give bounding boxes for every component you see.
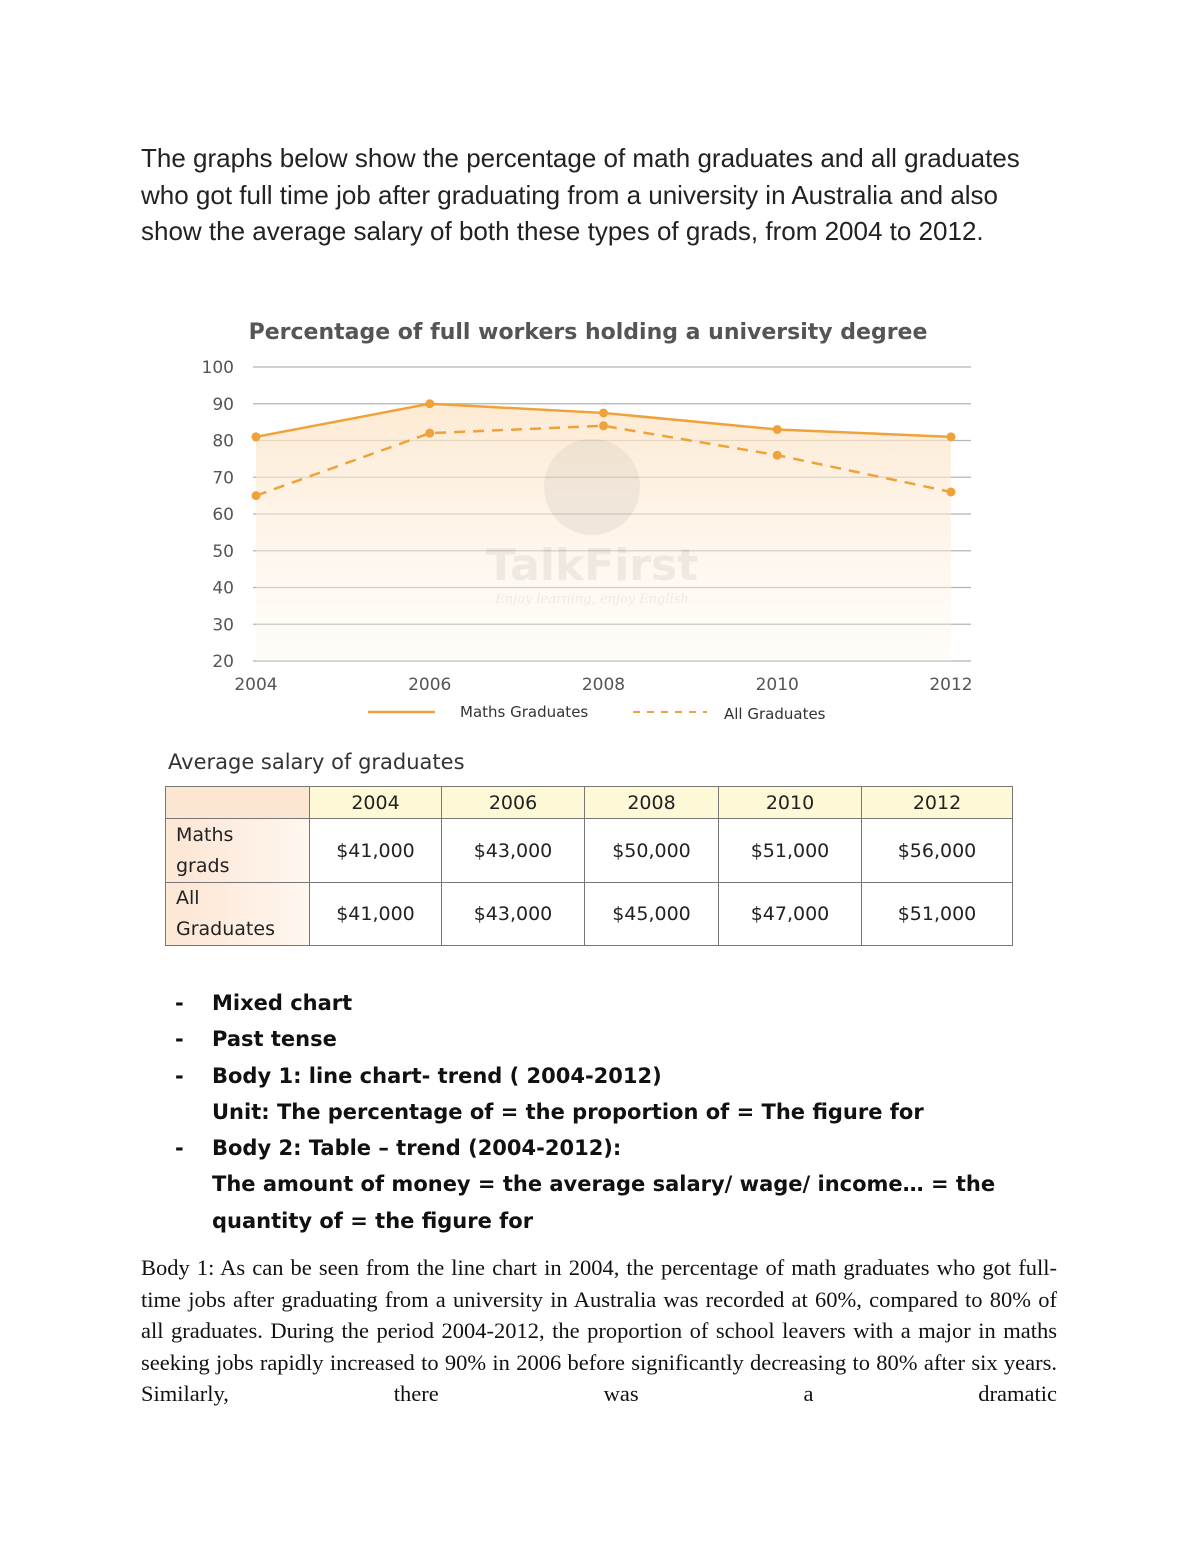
line-chart — [180, 305, 1000, 735]
watermark-brand: TalkFirst — [485, 540, 699, 591]
data-point — [425, 399, 434, 408]
list-item-text: Body 1: line chart- trend ( 2004-2012) — [212, 1063, 662, 1088]
y-tick-label: 50 — [212, 541, 234, 562]
data-point — [252, 491, 261, 500]
table-cell: $56,000 — [862, 819, 1013, 883]
column-header: 2008 — [585, 787, 719, 819]
bullet-dash: - — [175, 1063, 184, 1088]
column-header: 2004 — [310, 787, 442, 819]
table-cell: $45,000 — [585, 883, 719, 946]
watermark-logo-icon — [544, 439, 640, 535]
table-row — [166, 819, 1013, 883]
data-point — [947, 432, 956, 441]
table-row — [166, 883, 1013, 946]
column-header: 2006 — [442, 787, 585, 819]
y-tick-label: 60 — [212, 505, 234, 525]
column-header: 2012 — [862, 787, 1013, 819]
table-title: Average salary of graduates — [168, 750, 465, 774]
list-item-subtext: Unit: The percentage of = the proportion of = The figure for — [212, 1099, 924, 1124]
watermark-tagline: Enjoy learning, enjoy English — [495, 592, 689, 607]
salary-table — [165, 786, 1013, 946]
data-point — [773, 425, 782, 434]
table-cell: $43,000 — [442, 819, 585, 883]
x-tick-label: 2010 — [755, 675, 799, 695]
list-item-text: Body 2: Table – trend (2004-2012): — [212, 1136, 622, 1161]
data-point — [599, 408, 608, 417]
body-paragraph: Body 1: As can be seen from the line chart in 2004, the percentage of math graduates who got full-time jobs after graduating from a university in Australia was recorded at 60%, compared to 80% of all graduates. During the period 2004-2012, the proportion of school leavers with a major in maths seeking jobs rapidly increased to 90% in 2006 before significantly decreasing to 80% after six years. Similarly, there was a dramatic — [141, 1255, 1057, 1406]
y-tick-label: 100 — [201, 358, 234, 378]
list-item-subtext: The amount of money = the average salary/ wage/ income… = the quantity of = the figure for — [212, 1172, 996, 1233]
row-label-text: Maths grads — [176, 823, 234, 877]
list-item-text: Past tense — [212, 1027, 337, 1052]
chart-title: Percentage of full workers holding a university degree — [248, 320, 928, 345]
data-point — [252, 432, 261, 441]
bullet-dash: - — [175, 1136, 184, 1161]
table-cell: $41,000 — [310, 819, 442, 883]
bullet-dash: - — [175, 1027, 184, 1052]
list-item — [175, 1130, 1012, 1239]
task-prompt: The graphs below show the percentage of math graduates and all graduates who got full time job after graduating from a university in Australia and also show the average salary of both these types of grads, from 2004 to 2012. — [141, 143, 1020, 246]
row-label-text: All Graduates — [176, 887, 275, 940]
y-tick-label: 90 — [212, 394, 234, 415]
table-header-row — [166, 787, 1013, 819]
row-label — [166, 883, 310, 946]
table-cell: $51,000 — [719, 819, 862, 883]
table-cell: $43,000 — [442, 883, 585, 946]
y-tick-label: 30 — [212, 615, 234, 636]
y-tick-label: 20 — [212, 652, 234, 672]
chart-legend — [368, 703, 826, 723]
data-point — [599, 421, 608, 430]
notes-list — [175, 985, 1012, 1239]
column-header: 2010 — [719, 787, 862, 819]
data-point — [947, 487, 956, 496]
legend-label-all-graduates: All Graduates — [724, 705, 826, 723]
x-tick-label: 2008 — [581, 675, 626, 695]
table-corner-cell — [166, 787, 310, 819]
table-cell: $51,000 — [862, 883, 1013, 946]
list-item — [175, 1058, 1012, 1131]
y-tick-label: 70 — [212, 468, 234, 489]
list-item — [175, 1021, 1012, 1057]
table-cell: $41,000 — [310, 883, 442, 946]
y-tick-label: 80 — [212, 431, 234, 452]
legend-label-maths-graduates: Maths Graduates — [460, 703, 589, 721]
y-tick-label: 40 — [212, 578, 234, 599]
x-tick-label: 2006 — [408, 675, 452, 695]
table-cell: $50,000 — [585, 819, 719, 883]
table-cell: $47,000 — [719, 883, 862, 946]
x-tick-label: 2004 — [234, 675, 278, 695]
data-point — [773, 451, 782, 460]
x-tick-label: 2012 — [929, 675, 973, 695]
data-point — [425, 429, 434, 438]
row-label — [166, 819, 310, 883]
bullet-dash: - — [175, 991, 184, 1015]
list-item-text: Mixed chart — [212, 991, 353, 1015]
list-item — [175, 985, 1012, 1021]
